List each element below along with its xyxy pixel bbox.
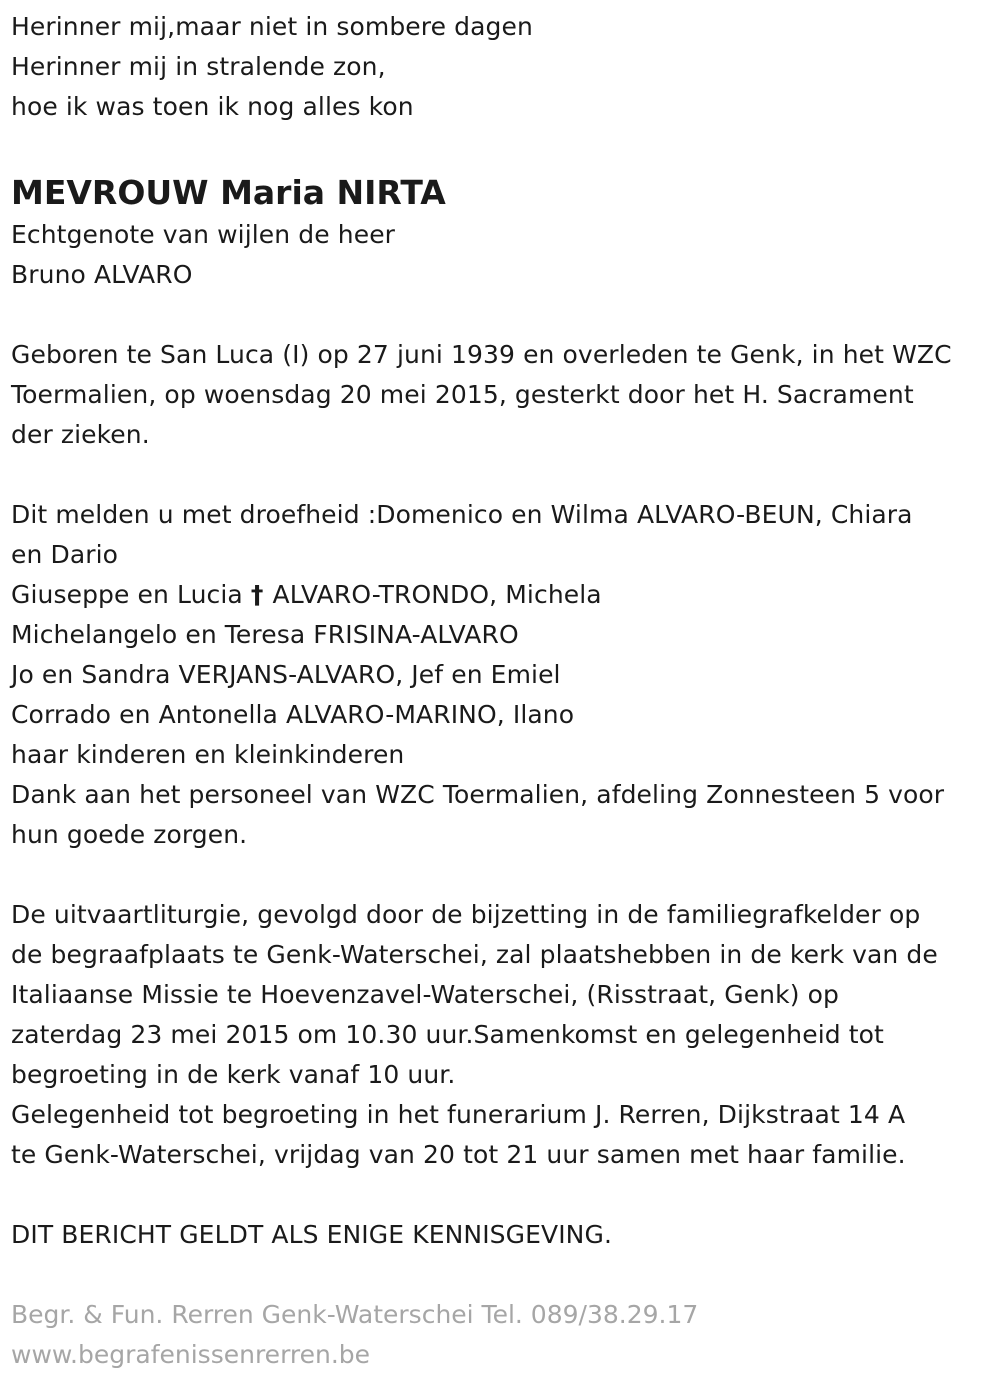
notice-line: DIT BERICHT GELDT ALS ENIGE KENNISGEVING. [11, 1220, 612, 1249]
family-member: Michelangelo en Teresa FRISINA-ALVARO [11, 620, 519, 649]
obituary-notice [11, 7, 996, 1375]
footer [11, 1295, 996, 1375]
website-link[interactable]: www.begrafenissenrerren.be [11, 1340, 371, 1369]
deceased-name: MEVROUW Maria NIRTA [11, 173, 446, 212]
family-member: Corrado en Antonella ALVARO-MARINO, Ilano [11, 700, 575, 729]
paragraph-line: begroeting in de kerk vanaf 10 uur. [11, 1060, 456, 1089]
birth-death-paragraph [11, 335, 996, 455]
paragraph-line: de begraafplaats te Genk-Waterschei, zal plaatshebben in de kerk van de [11, 940, 938, 969]
paragraph-line: te Genk-Waterschei, vrijdag van 20 tot 21 uur samen met haar familie. [11, 1140, 906, 1169]
funeral-paragraph [11, 895, 996, 1175]
thanks-line: Dank aan het personeel van WZC Toermalien, afdeling Zonnesteen 5 voor [11, 780, 945, 809]
paragraph-line: Italiaanse Missie te Hoevenzavel-Waterschei, (Risstraat, Genk) op [11, 980, 839, 1009]
paragraph-line: Toermalien, op woensdag 20 mei 2015, gesterkt door het H. Sacrament [11, 380, 914, 409]
family-member-text: ALVARO-TRONDO, Michela [264, 580, 602, 609]
cross-icon: † [250, 580, 264, 609]
spacer [11, 295, 996, 335]
family-member: Jo en Sandra VERJANS-ALVARO, Jef en Emiel [11, 660, 561, 689]
poem-line: Herinner mij,maar niet in sombere dagen [11, 12, 533, 41]
spacer [11, 855, 996, 895]
family-member-text: Giuseppe en Lucia [11, 580, 251, 609]
spacer [11, 1175, 996, 1215]
spacer [11, 1255, 996, 1295]
paragraph-line: Gelegenheid tot begroeting in het funerarium J. Rerren, Dijkstraat 14 A [11, 1100, 906, 1129]
family-member-giuseppe [11, 575, 996, 615]
spouse-name: Bruno ALVARO [11, 260, 193, 289]
poem-line: hoe ik was toen ik nog alles kon [11, 92, 414, 121]
poem-line: Herinner mij in stralende zon, [11, 52, 386, 81]
paragraph-line: der zieken. [11, 420, 150, 449]
funeral-home-info: Begr. & Fun. Rerren Genk-Waterschei Tel. 089/38.29.17 [11, 1300, 699, 1329]
family-intro-line: en Dario [11, 540, 119, 569]
spacer [11, 455, 996, 495]
thanks-line: hun goede zorgen. [11, 820, 248, 849]
paragraph-line: De uitvaartliturgie, gevolgd door de bijzetting in de familiegrafkelder op [11, 900, 921, 929]
spacer [11, 127, 996, 167]
paragraph-line: Geboren te San Luca (I) op 27 juni 1939 en overleden te Genk, in het WZC [11, 340, 952, 369]
family-paragraph [11, 495, 996, 855]
spouse-line: Echtgenote van wijlen de heer [11, 220, 396, 249]
family-intro-line: Dit melden u met droefheid :Domenico en Wilma ALVARO-BEUN, Chiara [11, 500, 913, 529]
paragraph-line: zaterdag 23 mei 2015 om 10.30 uur.Samenkomst en gelegenheid tot [11, 1020, 884, 1049]
poem [11, 7, 996, 127]
family-member: haar kinderen en kleinkinderen [11, 740, 405, 769]
